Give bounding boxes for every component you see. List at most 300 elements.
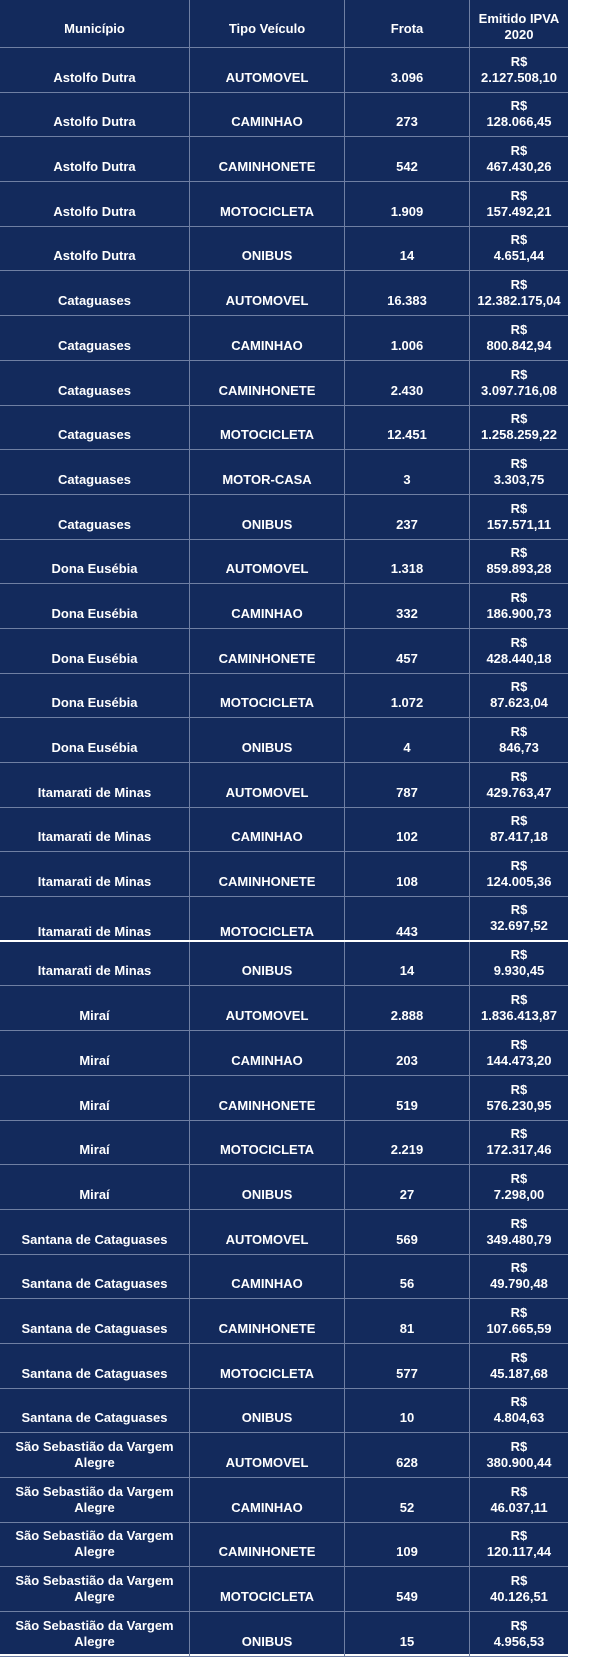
cell-municipio (0, 1121, 190, 1165)
ipva-amount: 429.763,47 (486, 784, 552, 800)
cell-frota (345, 271, 470, 315)
cell-municipio (0, 763, 190, 807)
cell-ipva (470, 1255, 568, 1299)
cell-municipio-text: Santana de Cataguases (21, 1276, 168, 1292)
cell-municipio (0, 227, 190, 271)
cell-municipio (0, 1478, 190, 1522)
currency-symbol: R$ (510, 858, 528, 874)
cell-ipva (470, 182, 568, 226)
cell-tipo-text: CAMINHONETE (218, 382, 316, 398)
cell-ipva (470, 48, 568, 92)
cell-frota-text: 12.451 (387, 427, 427, 443)
currency-symbol: R$ (510, 411, 528, 427)
cell-frota-text: 443 (396, 923, 418, 939)
ipva-value (481, 406, 557, 450)
cell-tipo-text: MOTOCICLETA (219, 203, 315, 219)
cell-frota (345, 540, 470, 584)
cell-municipio (0, 986, 190, 1030)
cell-municipio (0, 1210, 190, 1254)
cell-frota (345, 1165, 470, 1209)
table-row (0, 942, 568, 987)
cell-frota (345, 450, 470, 494)
header-municipio-label: Município (64, 20, 125, 36)
cell-municipio (0, 1299, 190, 1343)
cell-tipo-text: CAMINHONETE (218, 1097, 316, 1113)
cell-municipio-text: Itamarati de Minas (37, 784, 152, 800)
table-row (0, 1031, 568, 1076)
ipva-amount: 349.480,79 (486, 1231, 552, 1247)
table-row (0, 227, 568, 272)
ipva-value (481, 986, 557, 1030)
table-row (0, 718, 568, 763)
cell-municipio-text: Cataguases (58, 427, 131, 443)
currency-symbol: R$ (510, 500, 528, 516)
table-row (0, 495, 568, 540)
cell-municipio-text: Dona Eusébia (51, 740, 138, 755)
cell-ipva (470, 1433, 568, 1477)
cell-ipva (470, 495, 568, 539)
cell-municipio-text: Santana de Cataguases (21, 1365, 168, 1381)
cell-tipo-text: MOTOCICLETA (219, 1589, 315, 1605)
cell-municipio (0, 48, 190, 92)
cell-frota-text: 56 (399, 1276, 415, 1292)
table-row (0, 93, 568, 138)
cell-municipio-text: Miraí (79, 1186, 110, 1202)
cell-ipva (470, 1121, 568, 1165)
ipva-amount: 12.382.175,04 (477, 293, 561, 309)
table-row (0, 316, 568, 361)
currency-symbol: R$ (510, 1528, 528, 1544)
cell-tipo (190, 1433, 345, 1477)
cell-municipio (0, 361, 190, 405)
currency-symbol: R$ (510, 545, 528, 561)
cell-frota (345, 1121, 470, 1165)
cell-tipo (190, 629, 345, 673)
ipva-amount: 7.298,00 (493, 1186, 545, 1202)
ipva-value (481, 48, 557, 92)
ipva-amount: 380.900,44 (486, 1455, 552, 1470)
cell-tipo-text: CAMINHONETE (218, 650, 316, 666)
cell-frota (345, 897, 470, 940)
cell-tipo-text: MOTOR-CASA (222, 471, 312, 487)
table-row (0, 1389, 568, 1434)
cell-tipo (190, 227, 345, 271)
cell-tipo-text: CAMINHONETE (218, 1320, 316, 1336)
cell-tipo (190, 1523, 345, 1567)
cell-frota-text: 52 (399, 1499, 415, 1515)
cell-frota-text: 108 (396, 874, 418, 890)
ipva-value (490, 1255, 548, 1299)
cell-ipva (470, 406, 568, 450)
cell-tipo-text: AUTOMOVEL (225, 784, 309, 800)
currency-symbol: R$ (510, 1483, 528, 1499)
cell-tipo-text: AUTOMOVEL (225, 293, 309, 309)
cell-tipo-text: AUTOMOVEL (225, 1455, 309, 1470)
cell-tipo-text: ONIBUS (241, 516, 293, 532)
ipva-value (499, 718, 539, 762)
table-row (0, 406, 568, 451)
cell-tipo-text: MOTOCICLETA (219, 427, 315, 443)
cell-ipva (470, 1076, 568, 1120)
cell-municipio-text: Dona Eusébia (51, 605, 138, 621)
table-header (0, 0, 568, 48)
cell-municipio-text: Itamarati de Minas (37, 874, 152, 890)
cell-tipo (190, 1612, 345, 1656)
cell-frota (345, 1344, 470, 1388)
cell-tipo-text: ONIBUS (241, 963, 293, 979)
cell-frota (345, 495, 470, 539)
cell-frota-text: 3 (403, 471, 411, 487)
cell-frota (345, 182, 470, 226)
cell-tipo (190, 897, 345, 940)
ipva-amount: 467.430,26 (486, 159, 552, 175)
cell-tipo-text: CAMINHAO (231, 1499, 303, 1515)
cell-municipio (0, 1344, 190, 1388)
cell-tipo-text: ONIBUS (241, 1633, 293, 1649)
cell-tipo-text: AUTOMOVEL (225, 1008, 309, 1024)
cell-ipva (470, 986, 568, 1030)
header-tipo-label: Tipo Veículo (228, 20, 306, 36)
currency-symbol: R$ (510, 1617, 528, 1633)
currency-symbol: R$ (510, 1081, 528, 1097)
currency-symbol: R$ (510, 321, 528, 337)
ipva-amount: 1.258.259,22 (481, 427, 557, 443)
cell-municipio-text: Astolfo Dutra (53, 114, 136, 130)
cell-frota-text: 569 (396, 1231, 418, 1247)
cell-tipo (190, 1478, 345, 1522)
cell-municipio-text: Miraí (79, 1052, 110, 1068)
ipva-value (486, 93, 551, 137)
table-row (0, 1121, 568, 1166)
cell-frota-text: 787 (396, 784, 418, 800)
cell-municipio (0, 1165, 190, 1209)
cell-tipo (190, 674, 345, 718)
ipva-value (494, 227, 545, 271)
ipva-value (486, 182, 551, 226)
cell-ipva (470, 93, 568, 137)
cell-frota-text: 81 (399, 1320, 415, 1336)
cell-ipva (470, 1389, 568, 1433)
cell-tipo (190, 93, 345, 137)
cell-tipo (190, 584, 345, 628)
cell-tipo (190, 808, 345, 852)
ipva-amount: 107.665,59 (486, 1320, 552, 1336)
currency-symbol: R$ (510, 277, 528, 293)
ipva-amount: 144.473,20 (486, 1052, 552, 1068)
cell-municipio (0, 137, 190, 181)
ipva-amount: 49.790,48 (490, 1276, 548, 1292)
cell-tipo-text: MOTOCICLETA (219, 1142, 315, 1158)
table-row (0, 1523, 568, 1568)
cell-municipio (0, 1076, 190, 1120)
table-row (0, 271, 568, 316)
cell-municipio-text: Cataguases (58, 382, 131, 398)
currency-symbol: R$ (510, 98, 528, 114)
cell-municipio (0, 1389, 190, 1433)
cell-frota-text: 577 (396, 1365, 418, 1381)
cell-tipo-text: ONIBUS (241, 248, 293, 264)
cell-municipio-text: Cataguases (58, 471, 131, 487)
currency-symbol: R$ (510, 1349, 528, 1365)
cell-ipva (470, 718, 568, 762)
cell-municipio-text: Astolfo Dutra (53, 248, 136, 264)
table-row (0, 450, 568, 495)
ipva-amount: 9.930,45 (493, 963, 545, 979)
ipva-value (487, 1523, 551, 1567)
ipva-amount: 87.623,04 (490, 695, 548, 711)
cell-municipio-text: Santana de Cataguases (21, 1320, 168, 1336)
cell-frota (345, 48, 470, 92)
cell-municipio (0, 182, 190, 226)
ipva-amount: 428.440,18 (486, 650, 552, 666)
currency-symbol: R$ (510, 813, 528, 829)
cell-ipva (470, 1344, 568, 1388)
ipva-value (494, 942, 545, 986)
cell-tipo (190, 1076, 345, 1120)
table-row (0, 137, 568, 182)
cell-municipio-text: Itamarati de Minas (37, 829, 152, 845)
cell-municipio-text: São Sebastião da Vargem Alegre (15, 1439, 174, 1470)
cell-frota (345, 986, 470, 1030)
cell-tipo (190, 1121, 345, 1165)
cell-tipo (190, 406, 345, 450)
cell-tipo-text: MOTOCICLETA (219, 1365, 315, 1381)
cell-municipio-text: Santana de Cataguases (21, 1410, 168, 1426)
cell-ipva (470, 852, 568, 896)
ipva-value (494, 1612, 545, 1656)
cell-ipva (470, 808, 568, 852)
cell-tipo (190, 182, 345, 226)
ipva-amount: 157.492,21 (486, 203, 552, 219)
cell-municipio (0, 1612, 190, 1656)
cell-tipo (190, 763, 345, 807)
currency-symbol: R$ (510, 1439, 528, 1454)
cell-tipo-text: CAMINHAO (231, 829, 303, 845)
table-row (0, 808, 568, 853)
cell-tipo (190, 1567, 345, 1611)
table-row (0, 986, 568, 1031)
cell-municipio-text: São Sebastião da Vargem Alegre (15, 1617, 174, 1649)
currency-symbol: R$ (510, 366, 528, 382)
cell-frota-text: 109 (396, 1544, 418, 1560)
ipva-amount: 4.651,44 (493, 248, 545, 264)
cell-tipo-text: CAMINHAO (231, 605, 303, 621)
currency-symbol: R$ (510, 455, 528, 471)
cell-tipo-text: CAMINHAO (231, 1276, 303, 1292)
cell-tipo-text: AUTOMOVEL (225, 1231, 309, 1247)
cell-municipio (0, 93, 190, 137)
cell-municipio (0, 629, 190, 673)
cell-frota (345, 1031, 470, 1075)
ipva-amount: 3.303,75 (493, 471, 545, 487)
cell-municipio-text: Astolfo Dutra (53, 203, 136, 219)
currency-symbol: R$ (510, 1394, 528, 1410)
table-row (0, 182, 568, 227)
cell-frota (345, 1389, 470, 1433)
ipva-amount: 576.230,95 (486, 1097, 552, 1113)
cell-tipo (190, 942, 345, 986)
cell-frota (345, 584, 470, 628)
cell-municipio (0, 450, 190, 494)
cell-frota (345, 1076, 470, 1120)
currency-symbol: R$ (510, 901, 528, 917)
currency-symbol: R$ (510, 1126, 528, 1142)
ipva-amount: 32.697,52 (490, 917, 548, 933)
currency-symbol: R$ (510, 187, 528, 203)
cell-frota-text: 332 (396, 605, 418, 621)
cell-ipva (470, 1567, 568, 1611)
cell-frota (345, 1433, 470, 1477)
ipva-amount: 124.005,36 (486, 874, 552, 890)
ipva-amount: 128.066,45 (486, 114, 552, 130)
cell-municipio-text: Dona Eusébia (51, 650, 138, 666)
ipva-value (486, 852, 551, 896)
cell-municipio (0, 584, 190, 628)
cell-tipo-text: AUTOMOVEL (225, 69, 309, 85)
ipva-value (486, 1031, 551, 1075)
ipva-value (486, 1433, 551, 1477)
cell-tipo-text: CAMINHAO (231, 114, 303, 130)
cell-frota (345, 1523, 470, 1567)
cell-municipio (0, 1567, 190, 1611)
header-tipo (190, 0, 345, 47)
cell-frota-text: 237 (396, 516, 418, 532)
cell-municipio (0, 540, 190, 584)
ipva-value (490, 674, 548, 718)
cell-ipva (470, 1612, 568, 1656)
cell-ipva (470, 316, 568, 360)
ipva-value (486, 629, 551, 673)
ipva-amount: 4.804,63 (493, 1410, 545, 1426)
cell-ipva (470, 540, 568, 584)
cell-tipo (190, 1165, 345, 1209)
ipva-value (494, 1165, 545, 1209)
cell-municipio-text: Dona Eusébia (51, 695, 138, 711)
currency-symbol: R$ (510, 1215, 528, 1231)
cell-municipio-text: Miraí (79, 1142, 110, 1158)
ipva-value (494, 1389, 545, 1433)
cell-frota (345, 361, 470, 405)
cell-municipio-text: Cataguases (58, 293, 131, 309)
cell-tipo (190, 1255, 345, 1299)
cell-frota-text: 102 (396, 829, 418, 845)
cell-ipva (470, 1478, 568, 1522)
cell-frota (345, 1478, 470, 1522)
cell-municipio (0, 316, 190, 360)
cell-ipva (470, 271, 568, 315)
cell-frota (345, 718, 470, 762)
cell-tipo (190, 495, 345, 539)
cell-frota (345, 674, 470, 718)
ipva-value (486, 584, 551, 628)
currency-symbol: R$ (510, 232, 528, 248)
cell-municipio-text: São Sebastião da Vargem Alegre (15, 1483, 174, 1515)
ipva-value (490, 1344, 548, 1388)
cell-ipva (470, 584, 568, 628)
currency-symbol: R$ (510, 143, 528, 159)
cell-frota (345, 1567, 470, 1611)
ipva-value (486, 1121, 551, 1165)
cell-tipo (190, 137, 345, 181)
currency-symbol: R$ (510, 1260, 528, 1276)
cell-frota-text: 273 (396, 114, 418, 130)
currency-symbol: R$ (510, 634, 528, 650)
cell-frota (345, 942, 470, 986)
cell-municipio (0, 718, 190, 762)
cell-frota (345, 852, 470, 896)
cell-frota (345, 406, 470, 450)
cell-frota-text: 16.383 (387, 293, 427, 309)
currency-symbol: R$ (510, 1036, 528, 1052)
cell-municipio (0, 495, 190, 539)
currency-symbol: R$ (510, 679, 528, 695)
currency-symbol: R$ (510, 1573, 528, 1589)
ipva-amount: 40.126,51 (490, 1589, 548, 1605)
cell-frota (345, 808, 470, 852)
cell-ipva (470, 1031, 568, 1075)
cell-tipo-text: CAMINHONETE (218, 874, 316, 890)
ipva-amount: 46.037,11 (490, 1499, 548, 1515)
table-row (0, 629, 568, 674)
cell-tipo-text: CAMINHAO (231, 1052, 303, 1068)
cell-frota-text: 2.219 (390, 1142, 424, 1158)
cell-ipva (470, 942, 568, 986)
cell-municipio (0, 897, 190, 940)
cell-frota (345, 763, 470, 807)
cell-frota-text: 519 (396, 1097, 418, 1113)
ipva-value (477, 271, 560, 315)
currency-symbol: R$ (510, 589, 528, 605)
table-row (0, 763, 568, 808)
cell-municipio (0, 808, 190, 852)
cell-ipva (470, 450, 568, 494)
cell-frota-text: 10 (399, 1410, 415, 1426)
cell-frota (345, 1210, 470, 1254)
cell-tipo-text: AUTOMOVEL (225, 561, 309, 577)
cell-municipio-text: Dona Eusébia (51, 561, 138, 577)
currency-symbol: R$ (510, 768, 528, 784)
cell-municipio-text: Cataguases (58, 337, 131, 353)
cell-tipo (190, 986, 345, 1030)
cell-tipo-text: MOTOCICLETA (219, 695, 315, 711)
cell-tipo-text: ONIBUS (241, 1186, 293, 1202)
cell-frota-text: 14 (399, 963, 415, 979)
cell-tipo (190, 48, 345, 92)
cell-frota (345, 1255, 470, 1299)
table-row (0, 48, 568, 93)
cell-municipio-text: Miraí (79, 1097, 110, 1113)
ipva-value (486, 1076, 551, 1120)
header-frota (345, 0, 470, 47)
cell-municipio (0, 1255, 190, 1299)
cell-tipo (190, 540, 345, 584)
table-row (0, 1433, 568, 1478)
cell-ipva (470, 629, 568, 673)
ipva-amount: 846,73 (499, 740, 539, 755)
cell-municipio-text: São Sebastião da Vargem Alegre (15, 1573, 174, 1605)
cell-municipio (0, 942, 190, 986)
ipva-amount: 87.417,18 (490, 829, 548, 845)
cell-ipva (470, 1523, 568, 1567)
cell-tipo (190, 1344, 345, 1388)
table-row (0, 1255, 568, 1300)
cell-frota-text: 549 (396, 1589, 418, 1605)
cell-tipo (190, 852, 345, 896)
ipva-value (486, 540, 551, 584)
cell-municipio (0, 852, 190, 896)
cell-frota (345, 227, 470, 271)
ipva-amount: 3.097.716,08 (481, 382, 557, 398)
